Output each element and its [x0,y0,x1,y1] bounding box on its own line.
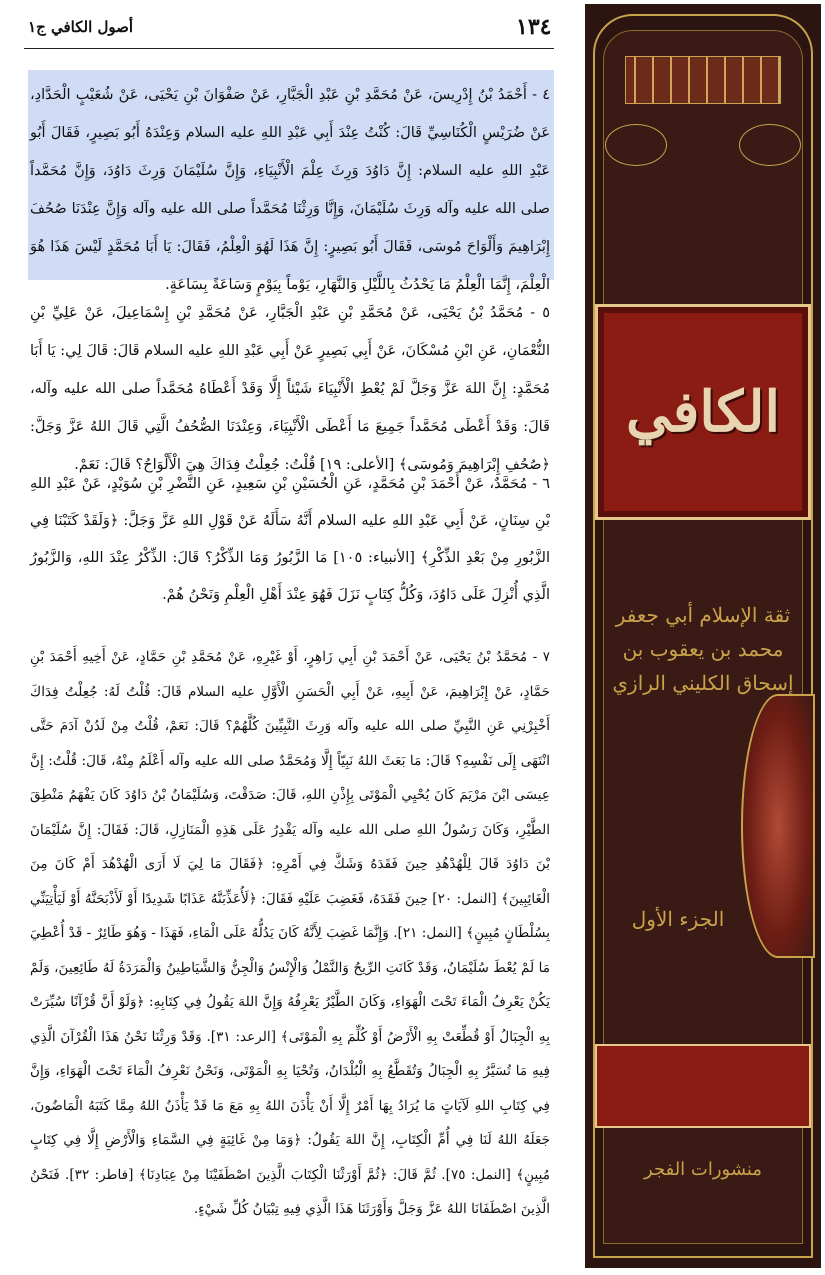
cover-bottom-plate [595,1044,811,1128]
cover-top-ornament [625,56,781,104]
hadith-text: ٧ - مُحَمَّدُ بْنُ يَحْيَى، عَنْ أَحْمَدَ بْنِ أَبِي زَاهِرٍ، أَوْ غَيْرِهِ، عَنْ مُحَمَّدِ بْنِ حَمَّادٍ، عَنْ أَخِيهِ أَحْمَدَ بْنِ حَمَّادٍ، عَنْ إِبْرَاهِيمَ، عَنْ أَبِيهِ، عَنْ أَبِي الْحَسَنِ الْأَوَّلِ عليه السلام قَالَ: قُلْتُ لَهُ: جُعِلْتُ فِدَاكَ أَخْبِرْنِي عَنِ النَّبِيِّ صلى الله عليه وآله وَرِثَ النَّبِيِّينَ كُلَّهُمْ؟ قَالَ: نَعَمْ، قُلْتُ مِنْ لَدُنْ آدَمَ حَتَّى انْتَهَى إِلَى نَفْسِهِ؟ قَالَ: مَا بَعَثَ اللهُ نَبِيّاً إِلَّا وَمُحَمَّدٌ صلى الله عليه وآله أَعْلَمُ مِنْهُ، قَالَ: قُلْتُ: إِنَّ عِيسَى ابْنَ مَرْيَمَ كَانَ يُحْيِي الْمَوْتَى بِإِذْنِ اللهِ، قَالَ: صَدَقْتَ، وَسُلَيْمَانُ بْنُ دَاوُدَ كَانَ يَفْهَمُ مَنْطِقَ الطَّيْرِ، وَكَانَ رَسُولُ اللهِ صلى الله عليه وآله يَقْدِرُ عَلَى هَذِهِ الْمَنَازِلِ، قَالَ: فَقَالَ: إِنَّ سُلَيْمَانَ بْنَ دَاوُدَ قَالَ لِلْهُدْهُدِ حِينَ فَقَدَهُ وَشَكَّ فِي أَمْرِهِ: ﴿فَقَالَ مَا لِيَ لَا أَرَى الْهُدْهُدَ أَمْ كَانَ مِنَ الْغَائِبِينَ﴾ [النمل: ٢٠] حِينَ فَقَدَهُ، فَغَضِبَ عَلَيْهِ فَقَالَ: ﴿لَأُعَذِّبَنَّهُ عَذَابًا شَدِيدًا أَوْ لَأَذْبَحَنَّهُ أَوْ لَيَأْتِيَنِّي بِسُلْطَانٍ مُبِينٍ﴾ [النمل: ٢١]. وَإِنَّمَا غَضِبَ لِأَنَّهُ كَانَ يَدُلُّهُ عَلَى الْمَاءِ، فَهَذَا - وَهُوَ طَائِرٌ - قَدْ أُعْطِيَ مَا لَمْ يُعْطَ سُلَيْمَانُ، وَقَدْ كَانَتِ الرِّيحُ وَالنَّمْلُ وَالْإِنْسُ وَالْجِنُّ وَالشَّيَاطِينُ وَالْمَرَدَةُ لَهُ طَائِعِينَ، وَلَمْ يَكُنْ يَعْرِفُ الْمَاءَ تَحْتَ الْهَوَاءِ، وَكَانَ الطَّيْرُ يَعْرِفُهُ وَإِنَّ اللهَ يَقُولُ فِي كِتَابِهِ: ﴿وَلَوْ أَنَّ قُرْآنًا سُيِّرَتْ بِهِ الْجِبَالُ أَوْ قُطِّعَتْ بِهِ الْأَرْضُ أَوْ كُلِّمَ بِهِ الْمَوْتَى﴾ [الرعد: ٣١]. وَقَدْ وَرِثْنَا نَحْنُ هَذَا الْقُرْآنَ الَّذِي فِيهِ مَا تُسَيَّرُ بِهِ الْجِبَالُ وَتُقَطَّعُ بِهِ الْبُلْدَانُ، وَتُحْيَا بِهِ الْمَوْتَى، وَنَحْنُ نَعْرِفُ الْمَاءَ تَحْتَ الْهَوَاءِ، وَإِنَّ فِي كِتَابِ اللهِ لَآيَاتٍ مَا يُرَادُ بِهَا أَمْرٌ إِلَّا أَنْ يَأْذَنَ اللهُ بِهِ مَعَ مَا قَدْ يَأْذَنُ اللهُ مِمَّا كَتَبَهُ الْمَاضُونَ، جَعَلَهُ اللهُ لَنَا فِي أُمِّ الْكِتَابِ، إِنَّ اللهَ يَقُولُ: ﴿وَمَا مِنْ غَائِبَةٍ فِي السَّمَاءِ وَالْأَرْضِ إِلَّا فِي كِتَابٍ مُبِينٍ﴾ [النمل: ٧٥]. ثُمَّ قَالَ: ﴿ثُمَّ أَوْرَثْنَا الْكِتَابَ الَّذِينَ اصْطَفَيْنَا مِنْ عِبَادِنَا﴾ [فاطر: ٣٢]. فَنَحْنُ الَّذِينَ اصْطَفَانَا اللهُ عَزَّ وَجَلَّ وَأَوْرَثَنَا هَذَا الَّذِي فِيهِ تِبْيَانُ كُلِّ شَيْءٍ. [30,649,550,1217]
cover-ornament-icon [605,124,667,166]
book-cover [585,4,821,1268]
cover-publisher: منشورات الفجر [644,1158,762,1180]
running-title: أصول الكافي ج١ [28,18,134,36]
cover-volume: الجزء الأول [631,907,725,931]
hadith-6[interactable] [30,466,550,614]
hadith-7[interactable] [30,640,550,1227]
cover-title-plate [595,304,811,520]
cover-author: ثقة الإسلام أبي جعفر محمد بن يعقوب بن إسحاق الكليني الرازي [612,603,794,695]
cover-medallion-icon [741,694,815,958]
hadith-text: ٥ - مُحَمَّدُ بْنُ يَحْيَى، عَنْ مُحَمَّدِ بْنِ عَبْدِ الْجَبَّارِ، عَنْ مُحَمَّدِ بْنِ إِسْمَاعِيلَ، عَنْ عَلِيِّ بْنِ النُّعْمَانِ، عَنِ ابْنِ مُسْكَانَ، عَنْ أَبِي بَصِيرٍ عَنْ أَبِي عَبْدِ اللهِ عليه السلام قَالَ: قَالَ لِي: يَا أَبَا مُحَمَّدٍ: إِنَّ اللهَ عَزَّ وَجَلَّ لَمْ يُعْطِ الْأَنْبِيَاءَ شَيْئاً إِلَّا وَقَدْ أَعْطَاهُ مُحَمَّداً صلى الله عليه وآله، قَالَ: وَقَدْ أَعْطَى مُحَمَّداً جَمِيعَ مَا أَعْطَى الْأَنْبِيَاءَ، وَعِنْدَنَا الصُّحُفُ الَّتِي قَالَ اللهُ عَزَّ وَجَلَّ: ﴿صُحُفِ إِبْرَاهِيمَ وَمُوسَى﴾ [الأعلى: ١٩] قُلْتُ: جُعِلْتُ فِدَاكَ هِيَ الْأَلْوَاحُ؟ قَالَ: نَعَمْ. [30,305,550,473]
hadith-text: ٦ - مُحَمَّدٌ، عَنْ أَحْمَدَ بْنِ مُحَمَّدٍ، عَنِ الْحُسَيْنِ بْنِ سَعِيدٍ، عَنِ النَّضْرِ بْنِ سُوَيْدٍ، عَنْ عَبْدِ اللهِ بْنِ سِنَانٍ، عَنْ أَبِي عَبْدِ اللهِ عليه السلام أَنَّهُ سَأَلَهُ عَنْ قَوْلِ اللهِ عَزَّ وَجَلَّ: ﴿وَلَقَدْ كَتَبْنَا فِي الزَّبُورِ مِنْ بَعْدِ الذِّكْرِ﴾ [الأنبياء: ١٠٥] مَا الزَّبُورُ وَمَا الذِّكْرُ؟ قَالَ: الذِّكْرُ عِنْدَ اللهِ، وَالزَّبُورُ الَّذِي أُنْزِلَ عَلَى دَاوُدَ، وَكُلُّ كِتَابٍ نَزَلَ فَهُوَ عِنْدَ أَهْلِ الْعِلْمِ وَنَحْنُ هُمْ. [30,476,550,603]
cover-ornament-icon [739,124,801,166]
hadith-5[interactable] [30,294,550,484]
page-number: ١٣٤ [516,14,552,40]
cover-title: الكافي [625,379,781,445]
hadith-text: ٤ - أَحْمَدُ بْنُ إِدْرِيسَ، عَنْ مُحَمَّدِ بْنِ عَبْدِ الْجَبَّارِ، عَنْ صَفْوَانَ بْنِ يَحْيَى، عَنْ شُعَيْبٍ الْحَدَّادِ، عَنْ ضُرَيْسٍ الْكُنَاسِيِّ قَالَ: كُنْتُ عِنْدَ أَبِي عَبْدِ اللهِ عليه السلام وَعِنْدَهُ أَبُو بَصِيرٍ، فَقَالَ أَبُو عَبْدِ اللهِ عليه السلام: إِنَّ دَاوُدَ وَرِثَ عِلْمَ الْأَنْبِيَاءِ، وَإِنَّ سُلَيْمَانَ وَرِثَ دَاوُدَ، وَإِنَّ مُحَمَّداً صلى الله عليه وآله وَرِثَ سُلَيْمَانَ، وَإِنَّا وَرِثْنَا مُحَمَّداً صلى الله عليه وآله وَإِنَّ عِنْدَنَا صُحُفَ إِبْرَاهِيمَ وَأَلْوَاحَ مُوسَى، فَقَالَ أَبُو بَصِيرٍ: إِنَّ هَذَا لَهُوَ الْعِلْمُ، فَقَالَ: يَا أَبَا مُحَمَّدٍ لَيْسَ هَذَا هُوَ الْعِلْمَ، إِنَّمَا الْعِلْمُ مَا يَحْدُثُ بِاللَّيْلِ وَالنَّهَارِ، يَوْماً بِيَوْمٍ وَسَاعَةً بِسَاعَةٍ. [30,87,550,293]
page-header [24,8,554,49]
hadith-4[interactable] [30,76,550,304]
